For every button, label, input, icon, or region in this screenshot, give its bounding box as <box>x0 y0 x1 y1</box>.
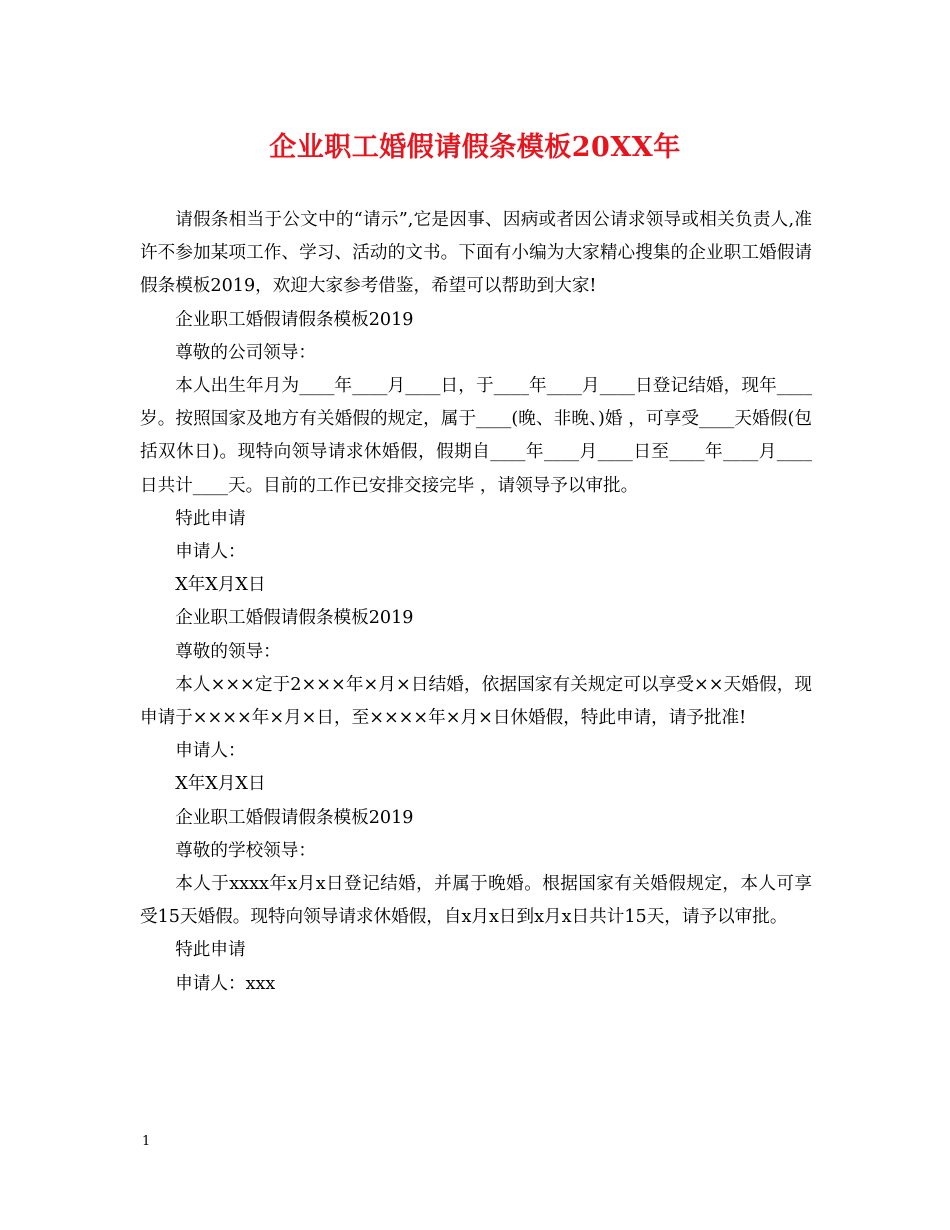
letter-body: 本人出生年月为____年____月____日，于____年____月____日登记结婚，现年____岁。按照国家及地方有关婚假的规定，属于____(晚、非晚、)婚 ，可享受____天婚假(包括双休日)。现特向领导请求休婚假，假期自____年____月____日至____年____月____日共计____天。目前的工作已安排交接完毕 ，请领导予以审批。 <box>140 376 812 496</box>
applicant-line: 申请人：xxx <box>175 973 276 994</box>
salutation: 尊敬的学校领导： <box>175 840 316 861</box>
template-heading: 企业职工婚假请假条模板2019 <box>175 309 414 330</box>
document-body <box>140 204 812 1001</box>
letter-body: 本人于xxxx年x月x日登记结婚，并属于晚婚。根据国家有关婚假规定，本人可享受15天婚假。现特向领导请求休婚假，自x月x日到x月x日共计15天，请予以审批。 <box>140 874 812 928</box>
document-title: 企业职工婚假请假条模板20XX年 <box>269 132 681 163</box>
applicant-line: 申请人： <box>175 741 246 762</box>
date-line: X年X月X日 <box>175 774 266 795</box>
letter-body: 本人×××定于2×××年×月×日结婚，依据国家有关规定可以享受××天婚假，现申请于××××年×月×日，至××××年×月×日休婚假，特此申请，请予批准! <box>140 674 812 729</box>
salutation: 尊敬的公司领导： <box>175 342 316 363</box>
intro-paragraph: 请假条相当于公文中的“请示”,它是因事、因病或者因公请求领导或相关负责人,准许不参加某项工作、学习、活动的文书。下面有小编为大家精心搜集的企业职工婚假请假条模板2019，欢迎大家参考借鉴，希望可以帮助到大家! <box>140 210 812 297</box>
closing-line: 特此申请 <box>175 940 246 961</box>
applicant-line: 申请人： <box>175 542 246 563</box>
page-number: 1 <box>142 1134 151 1149</box>
salutation: 尊敬的领导： <box>175 641 281 662</box>
template-heading: 企业职工婚假请假条模板2019 <box>175 807 414 828</box>
date-line: X年X月X日 <box>175 575 266 596</box>
template-heading: 企业职工婚假请假条模板2019 <box>175 608 414 629</box>
closing-line: 特此申请 <box>175 508 246 529</box>
